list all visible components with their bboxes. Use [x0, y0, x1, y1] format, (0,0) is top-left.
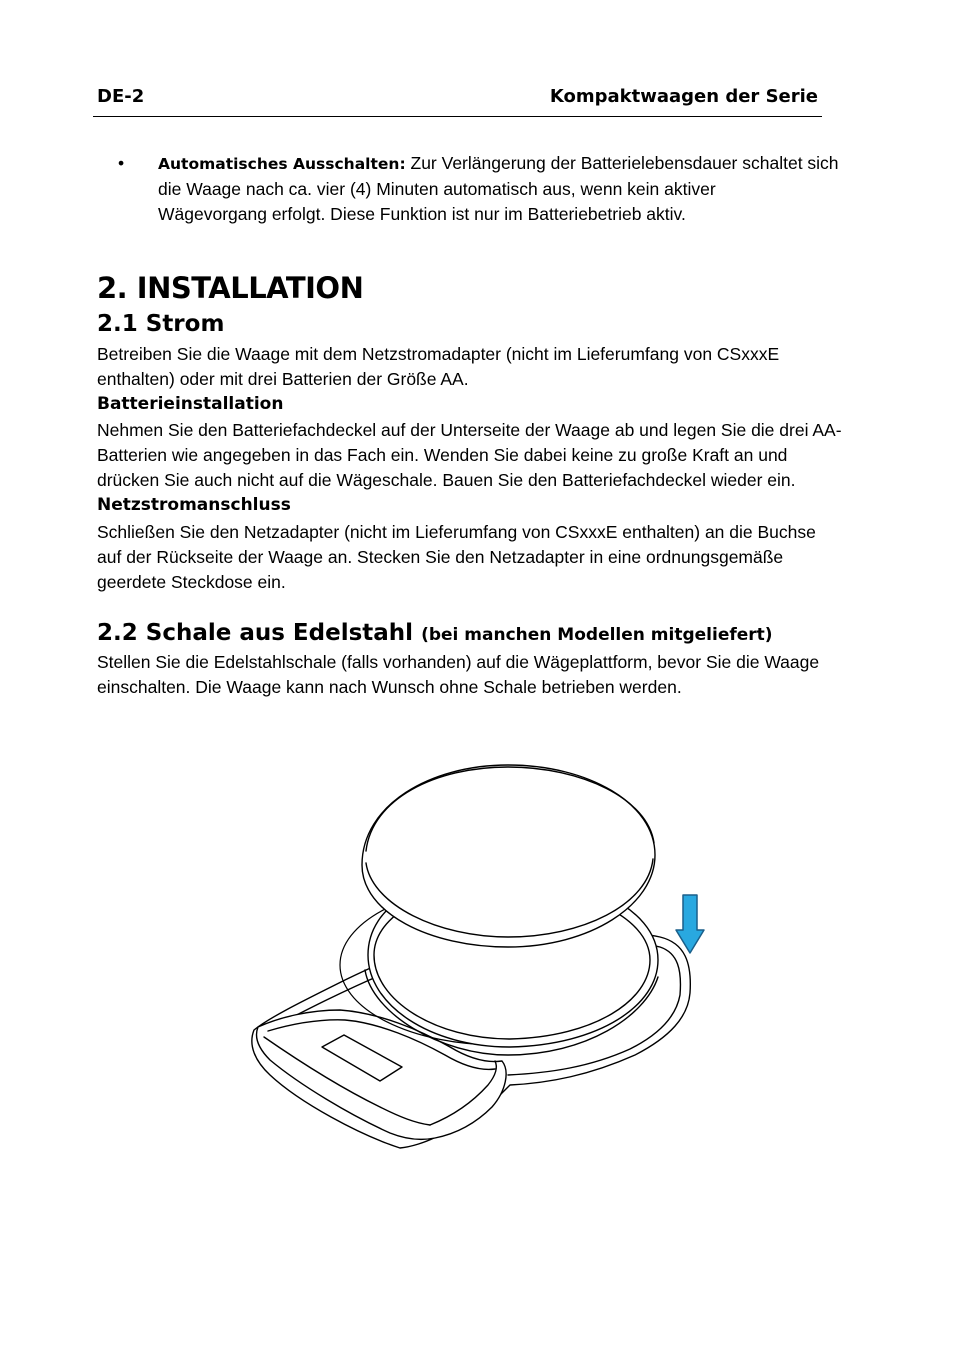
subsection-heading-tray	[97, 620, 773, 646]
subsection-heading-power: 2.1 Strom	[97, 311, 225, 337]
bullet-paragraph	[158, 151, 858, 227]
bullet-lead: Automatisches Ausschalten:	[158, 155, 406, 173]
running-title: Kompaktwaagen der Serie	[549, 86, 818, 107]
scale-illustration	[240, 755, 710, 1170]
tray-line-1: Stellen Sie die Edelstahlschale (falls vorhanden) auf die Wägeplattform, bevor Sie die Waage	[97, 652, 820, 672]
battery-heading: Batterieinstallation	[97, 394, 284, 414]
bullet-line-3: Wägevorgang erfolgt. Diese Funktion ist nur im Batteriebetrieb aktiv.	[158, 204, 686, 224]
power-intro-line-2: enthalten) oder mit drei Batterien der Größe AA.	[97, 369, 469, 389]
mains-heading: Netzstromanschluss	[97, 495, 291, 515]
battery-line-2: Batterien wie angegeben in das Fach ein. Wenden Sie dabei keine zu große Kraft an und	[97, 445, 788, 465]
battery-line-3: drücken Sie auch nicht auf die Wägeschale. Bauen Sie den Batteriefachdeckel wieder ein.	[97, 470, 796, 490]
power-intro-line-1: Betreiben Sie die Waage mit dem Netzstromadapter (nicht im Lieferumfang von CSxxxE	[97, 344, 780, 364]
power-intro	[97, 342, 877, 392]
section-heading: 2. INSTALLATION	[97, 271, 364, 305]
bullet-line-2: die Waage nach ca. vier (4) Minuten automatisch aus, wenn kein aktiver	[158, 179, 716, 199]
mains-line-3: geerdete Steckdose ein.	[97, 572, 286, 592]
header-rule	[93, 116, 822, 117]
page-number: DE-2	[97, 86, 145, 107]
tray-heading-note: (bei manchen Modellen mitgeliefert)	[421, 625, 773, 645]
battery-line-1: Nehmen Sie den Batteriefachdeckel auf der Unterseite der Waage ab und legen Sie die drei AA-	[97, 420, 842, 440]
tray-line-2: einschalten. Die Waage kann nach Wunsch ohne Schale betrieben werden.	[97, 677, 682, 697]
bullet-text: Zur Verlängerung der Batterielebensdauer schaltet sich	[405, 153, 839, 173]
tray-paragraph	[97, 650, 887, 700]
mains-line-1: Schließen Sie den Netzadapter (nicht im Lieferumfang von CSxxxE enthalten) an die Buchse	[97, 522, 816, 542]
down-arrow-icon	[676, 895, 704, 953]
mains-paragraph	[97, 520, 887, 595]
bullet-symbol: •	[118, 153, 125, 173]
battery-paragraph	[97, 418, 887, 493]
mains-line-2: auf der Rückseite der Waage an. Stecken Sie den Netzadapter in eine ordnungsgemäße	[97, 547, 784, 567]
tray-heading-main: 2.2 Schale aus Edelstahl	[97, 620, 414, 646]
